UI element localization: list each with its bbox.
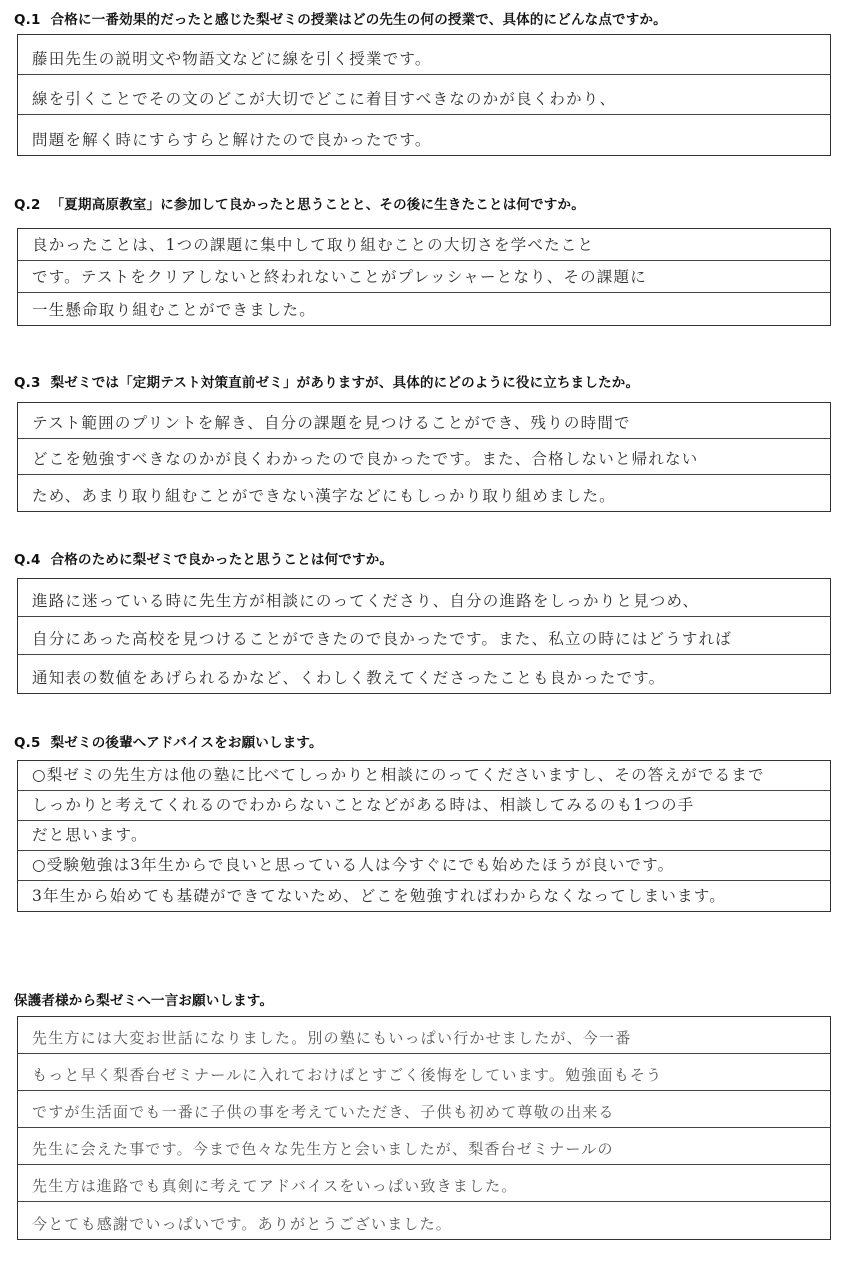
answer-box-4 [17,578,831,694]
answer-line: 一生懸命取り組むことができました。 [32,301,316,319]
answer-line: 通知表の数値をあげられるかなど、くわしく教えてくださったことも良かったです。 [32,669,666,687]
answer-box-5 [17,760,831,912]
answer-line: 今とても感謝でいっぱいです。ありがとうございました。 [32,1215,453,1233]
answer-line: 自分にあった高校を見つけることができたので良かったです。また、私立の時にはどうすれば [18,617,830,655]
question-text: 梨ゼミの後輩へアドバイスをお願いします。 [50,735,323,751]
answer-line: どこを勉強すべきなのかが良くわかったので良かったです。また、合格しないと帰れない [18,439,830,475]
question-1 [14,8,834,28]
answer-line: 先生方は進路でも真剣に考えてアドバイスをいっぱい致きました。 [18,1165,830,1202]
answer-line: ○受験勉強は3年生からで良いと思っている人は今すぐにでも始めたほうが良いです。 [18,851,830,881]
question-3 [14,371,834,391]
answer-line: しっかりと考えてくれるのでわからないことなどがある時は、相談してみるのも1つの手 [18,791,830,821]
answer-line: 3年生から始めても基礎ができてないため、どこを勉強すればわからなくなってしまいます。 [32,887,726,905]
question-number: Q.5 [14,735,41,751]
answer-line: です。テストをクリアしないと終われないことがプレッシャーとなり、その課題に [18,261,830,293]
answer-line: 進路に迷っている時に先生方が相談にのってくださり、自分の進路をしっかりと見つめ、 [18,579,830,617]
answer-box-3 [17,402,831,512]
parent-comment-title [14,989,834,1009]
answer-line: テスト範囲のプリントを解き、自分の課題を見つけることができ、残りの時間で [18,403,830,439]
answer-line: 先生に会えた事です。今まで色々な先生方と会いましたが、梨香台ゼミナールの [18,1128,830,1165]
question-text: 合格のために梨ゼミで良かったと思うことは何ですか。 [50,552,394,568]
answer-line: 問題を解く時にすらすらと解けたので良かったです。 [32,131,432,149]
answer-line: ため、あまり取り組むことができない漢字などにもしっかり取り組めました。 [32,487,616,505]
question-text: 「夏期高原教室」に参加して良かったと思うことと、その後に生きたことは何ですか。 [50,197,585,213]
answer-line: ○梨ゼミの先生方は他の塾に比べてしっかりと相談にのってくださいますし、その答えがでるまで [18,761,830,791]
question-2 [14,193,834,213]
answer-line: もっと早く梨香台ゼミナールに入れておけばとすごく後悔をしています。勉強面もそう [18,1054,830,1091]
question-5 [14,731,834,751]
question-text: 合格に一番効果的だったと感じた梨ゼミの授業はどの先生の何の授業で、具体的にどんな点ですか。 [50,12,667,28]
answer-box-1 [17,34,831,156]
parent-comment-text: 保護者様から梨ゼミへ一言お願いします。 [14,993,274,1009]
question-number: Q.3 [14,375,41,391]
answer-line: だと思います。 [18,821,830,851]
answer-box-2 [17,228,831,326]
answer-line: 良かったことは、1つの課題に集中して取り組むことの大切さを学べたこと [18,229,830,261]
question-number: Q.4 [14,552,41,568]
question-text: 梨ゼミでは「定期テスト対策直前ゼミ」がありますが、具体的にどのように役に立ちましたか。 [50,375,640,391]
answer-line: 線を引くことでその文のどこが大切でどこに着目すべきなのかが良くわかり、 [18,75,830,115]
answer-line: ですが生活面でも一番に子供の事を考えていただき、子供も初めて尊敬の出来る [18,1091,830,1128]
answer-line: 藤田先生の説明文や物語文などに線を引く授業です。 [18,35,830,75]
question-number: Q.1 [14,12,41,28]
question-4 [14,548,834,568]
question-number: Q.2 [14,197,41,213]
answer-line: 先生方には大変お世話になりました。別の塾にもいっぱい行かせましたが、今一番 [18,1017,830,1054]
parent-comment-box [17,1016,831,1240]
